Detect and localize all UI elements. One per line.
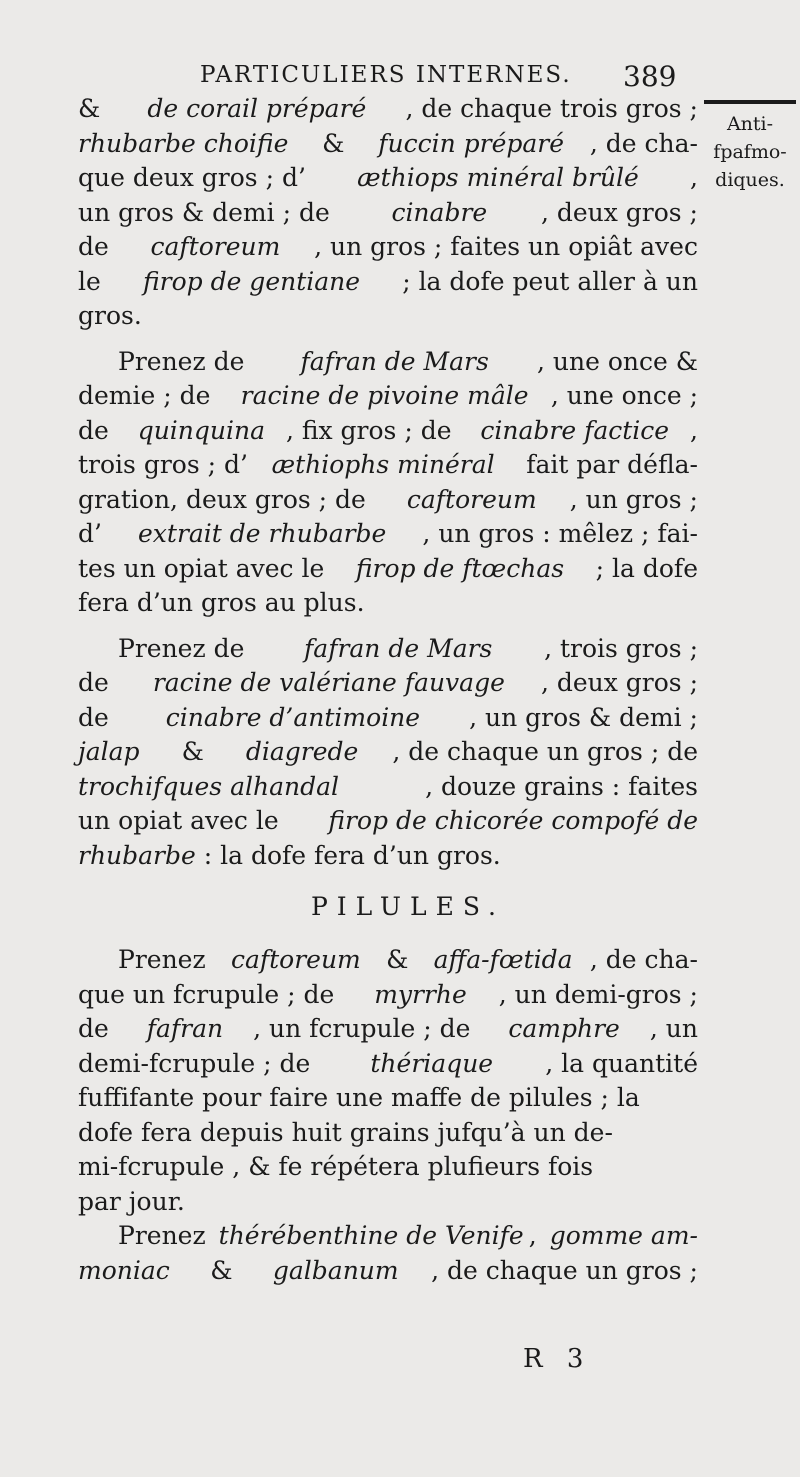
text-run: , trois gros ; [544, 633, 698, 663]
text-run: tes un opiat avec le [78, 553, 333, 583]
text-run: , de chaque trois gros ; [405, 94, 698, 123]
italic-term: racine de valériane fauvage [152, 668, 505, 697]
italic-term: æthiophs minéral [271, 450, 495, 479]
text-line [78, 379, 698, 414]
text-line [78, 230, 698, 265]
text-line [78, 839, 698, 874]
text-run: & [78, 94, 109, 123]
text-run: de [78, 415, 117, 445]
text-run: de [78, 1014, 117, 1043]
text-line [78, 1150, 698, 1185]
text-run: , de cha- [589, 128, 698, 158]
text-line [78, 414, 698, 449]
margin-note-line: diques. [715, 169, 785, 191]
italic-term: galbanum [272, 1255, 399, 1285]
text-line [78, 770, 698, 805]
text-run: le [78, 266, 109, 296]
text-run: un opiat avec le [78, 806, 287, 835]
italic-term: racine de pivoine mâle [240, 381, 529, 410]
text-run: , de cha- [589, 945, 698, 974]
page-number: 389 [623, 60, 677, 93]
italic-term: fafran de Mars [300, 346, 489, 376]
text-run: demi-fcrupule ; de [78, 1048, 319, 1078]
text-run: de [78, 668, 117, 697]
text-run: , la quantité [545, 1048, 698, 1078]
italic-term: extrait de rhubarbe [138, 519, 387, 548]
italic-term: thérébenthine de Venife [218, 1221, 524, 1250]
text-run: dofe fera depuis huit grains jufqu’à un de- [78, 1117, 613, 1147]
paragraph-gap [78, 334, 698, 345]
text-line [78, 448, 698, 483]
text-run: mi-fcrupule , & fe répétera plufieurs fois [78, 1152, 594, 1181]
text-run: & [173, 737, 212, 766]
text-line [78, 1219, 698, 1254]
italic-term: camphre [508, 1014, 620, 1043]
text-run: , de chaque un gros ; [431, 1255, 698, 1285]
page-header [200, 60, 720, 96]
text-run: , un demi-gros ; [498, 979, 698, 1009]
text-run: , [528, 1221, 545, 1250]
italic-term: caftoreum [230, 945, 361, 974]
text-run: d’ [78, 519, 102, 548]
text-run: , un gros : mêlez ; fai- [422, 519, 698, 548]
text-run: , deux gros ; [540, 668, 698, 697]
text-run: un gros & demi ; de [78, 197, 338, 227]
text-line [78, 586, 698, 621]
italic-term: de corail préparé [147, 94, 367, 123]
text-run: que un fcrupule ; de [78, 979, 343, 1009]
text-run: de [78, 232, 117, 261]
text-line [78, 1254, 698, 1289]
text-line [78, 666, 698, 701]
text-line [78, 943, 698, 978]
text-line [78, 196, 698, 231]
text-run: & [314, 128, 353, 158]
text-run: trois gros ; d’ [78, 450, 248, 479]
body-text [78, 92, 698, 1288]
text-line [78, 92, 698, 127]
text-line [78, 345, 698, 380]
italic-term: cinabre [391, 197, 488, 227]
text-run: , une once ; [550, 381, 698, 410]
italic-term: firop de chicorée compofé de [328, 806, 698, 835]
italic-term: caftoreum [150, 232, 281, 261]
text-run: , une once & [536, 346, 698, 376]
text-run: Prenez de [118, 633, 253, 663]
italic-term: trochifques alhandal [78, 771, 339, 801]
italic-term: æthiops minéral brûlé [357, 163, 639, 192]
text-run: fera d’un gros au plus. [78, 588, 365, 617]
text-line [78, 161, 698, 196]
text-run: , [690, 163, 698, 192]
text-run: , douze grains : faites [425, 771, 698, 801]
italic-term: rhubarbe choifie [78, 128, 289, 158]
italic-term: myrrhe [374, 979, 467, 1009]
italic-term: moniac [78, 1255, 170, 1285]
text-line [78, 735, 698, 770]
text-line [78, 127, 698, 162]
italic-term: rhubarbe [78, 840, 196, 870]
margin-rule [704, 100, 796, 104]
text-run: ; la dofe peut aller à un [394, 266, 698, 296]
text-run: gration, deux gros ; de [78, 484, 374, 514]
signature-mark: R 3 [523, 1344, 592, 1374]
text-run: Prenez [118, 945, 214, 974]
text-line [78, 1012, 698, 1047]
text-run: par jour. [78, 1186, 185, 1216]
italic-term: cinabre factice [480, 415, 670, 445]
text-line [78, 299, 698, 334]
text-run: ; la dofe [587, 553, 698, 583]
text-line [78, 804, 698, 839]
text-run: de [78, 702, 117, 732]
margin-note-line: fpafmo- [713, 141, 787, 163]
text-run: Prenez [118, 1221, 214, 1250]
italic-term: caftoreum [406, 484, 537, 514]
text-run: , de chaque un gros ; de [392, 737, 698, 766]
italic-term: diagrede [245, 737, 359, 766]
italic-term: firop de gentiane [142, 266, 361, 296]
text-line [78, 552, 698, 587]
text-line [78, 1047, 698, 1082]
text-run: , deux gros ; [540, 197, 698, 227]
italic-term: thériaque [370, 1048, 494, 1078]
margin-note [702, 110, 798, 194]
italic-term: jalap [78, 737, 140, 766]
text-line [78, 632, 698, 667]
margin-note-line: Anti- [726, 113, 774, 135]
text-line [78, 978, 698, 1013]
italic-term: fuccin préparé [378, 128, 565, 158]
italic-term: fafran de Mars [304, 633, 493, 663]
text-line [78, 1116, 698, 1151]
text-run: , [690, 415, 698, 445]
italic-term: firop de ftœchas [355, 553, 565, 583]
section-title: PILULES. [310, 892, 506, 921]
text-run: fait par défla- [518, 450, 698, 479]
text-line [78, 483, 698, 518]
text-line [78, 1081, 698, 1116]
text-run: gros. [78, 301, 142, 330]
text-run: que deux gros ; d’ [78, 163, 306, 192]
text-run: & [378, 945, 417, 974]
text-run: , un gros & demi ; [469, 702, 698, 732]
text-run: , un fcrupule ; de [253, 1014, 479, 1043]
text-line [78, 1185, 698, 1220]
italic-term: quinquina [137, 415, 265, 445]
text-run: , un gros ; faites un opiât avec [314, 232, 698, 261]
text-line [78, 517, 698, 552]
italic-term: fafran [146, 1014, 224, 1043]
text-run: Prenez de [118, 346, 253, 376]
italic-term: cinabre d’antimoine [165, 702, 421, 732]
text-run: , un gros ; [569, 484, 698, 514]
text-line [78, 265, 698, 300]
paragraph-gap [78, 621, 698, 632]
text-run: & [202, 1255, 241, 1285]
text-run: : la dofe fera d’un gros. [195, 840, 501, 870]
text-run: fuffifante pour faire une maffe de pilules ; la [78, 1083, 640, 1112]
text-run: , un [649, 1014, 698, 1043]
running-title: PARTICULIERS INTERNES. [200, 62, 572, 88]
italic-term: gomme am- [549, 1221, 698, 1250]
text-line [78, 701, 698, 736]
text-run: , fix gros ; de [285, 415, 460, 445]
text-run: demie ; de [78, 381, 219, 410]
italic-term: affa-fœtida [433, 945, 573, 974]
